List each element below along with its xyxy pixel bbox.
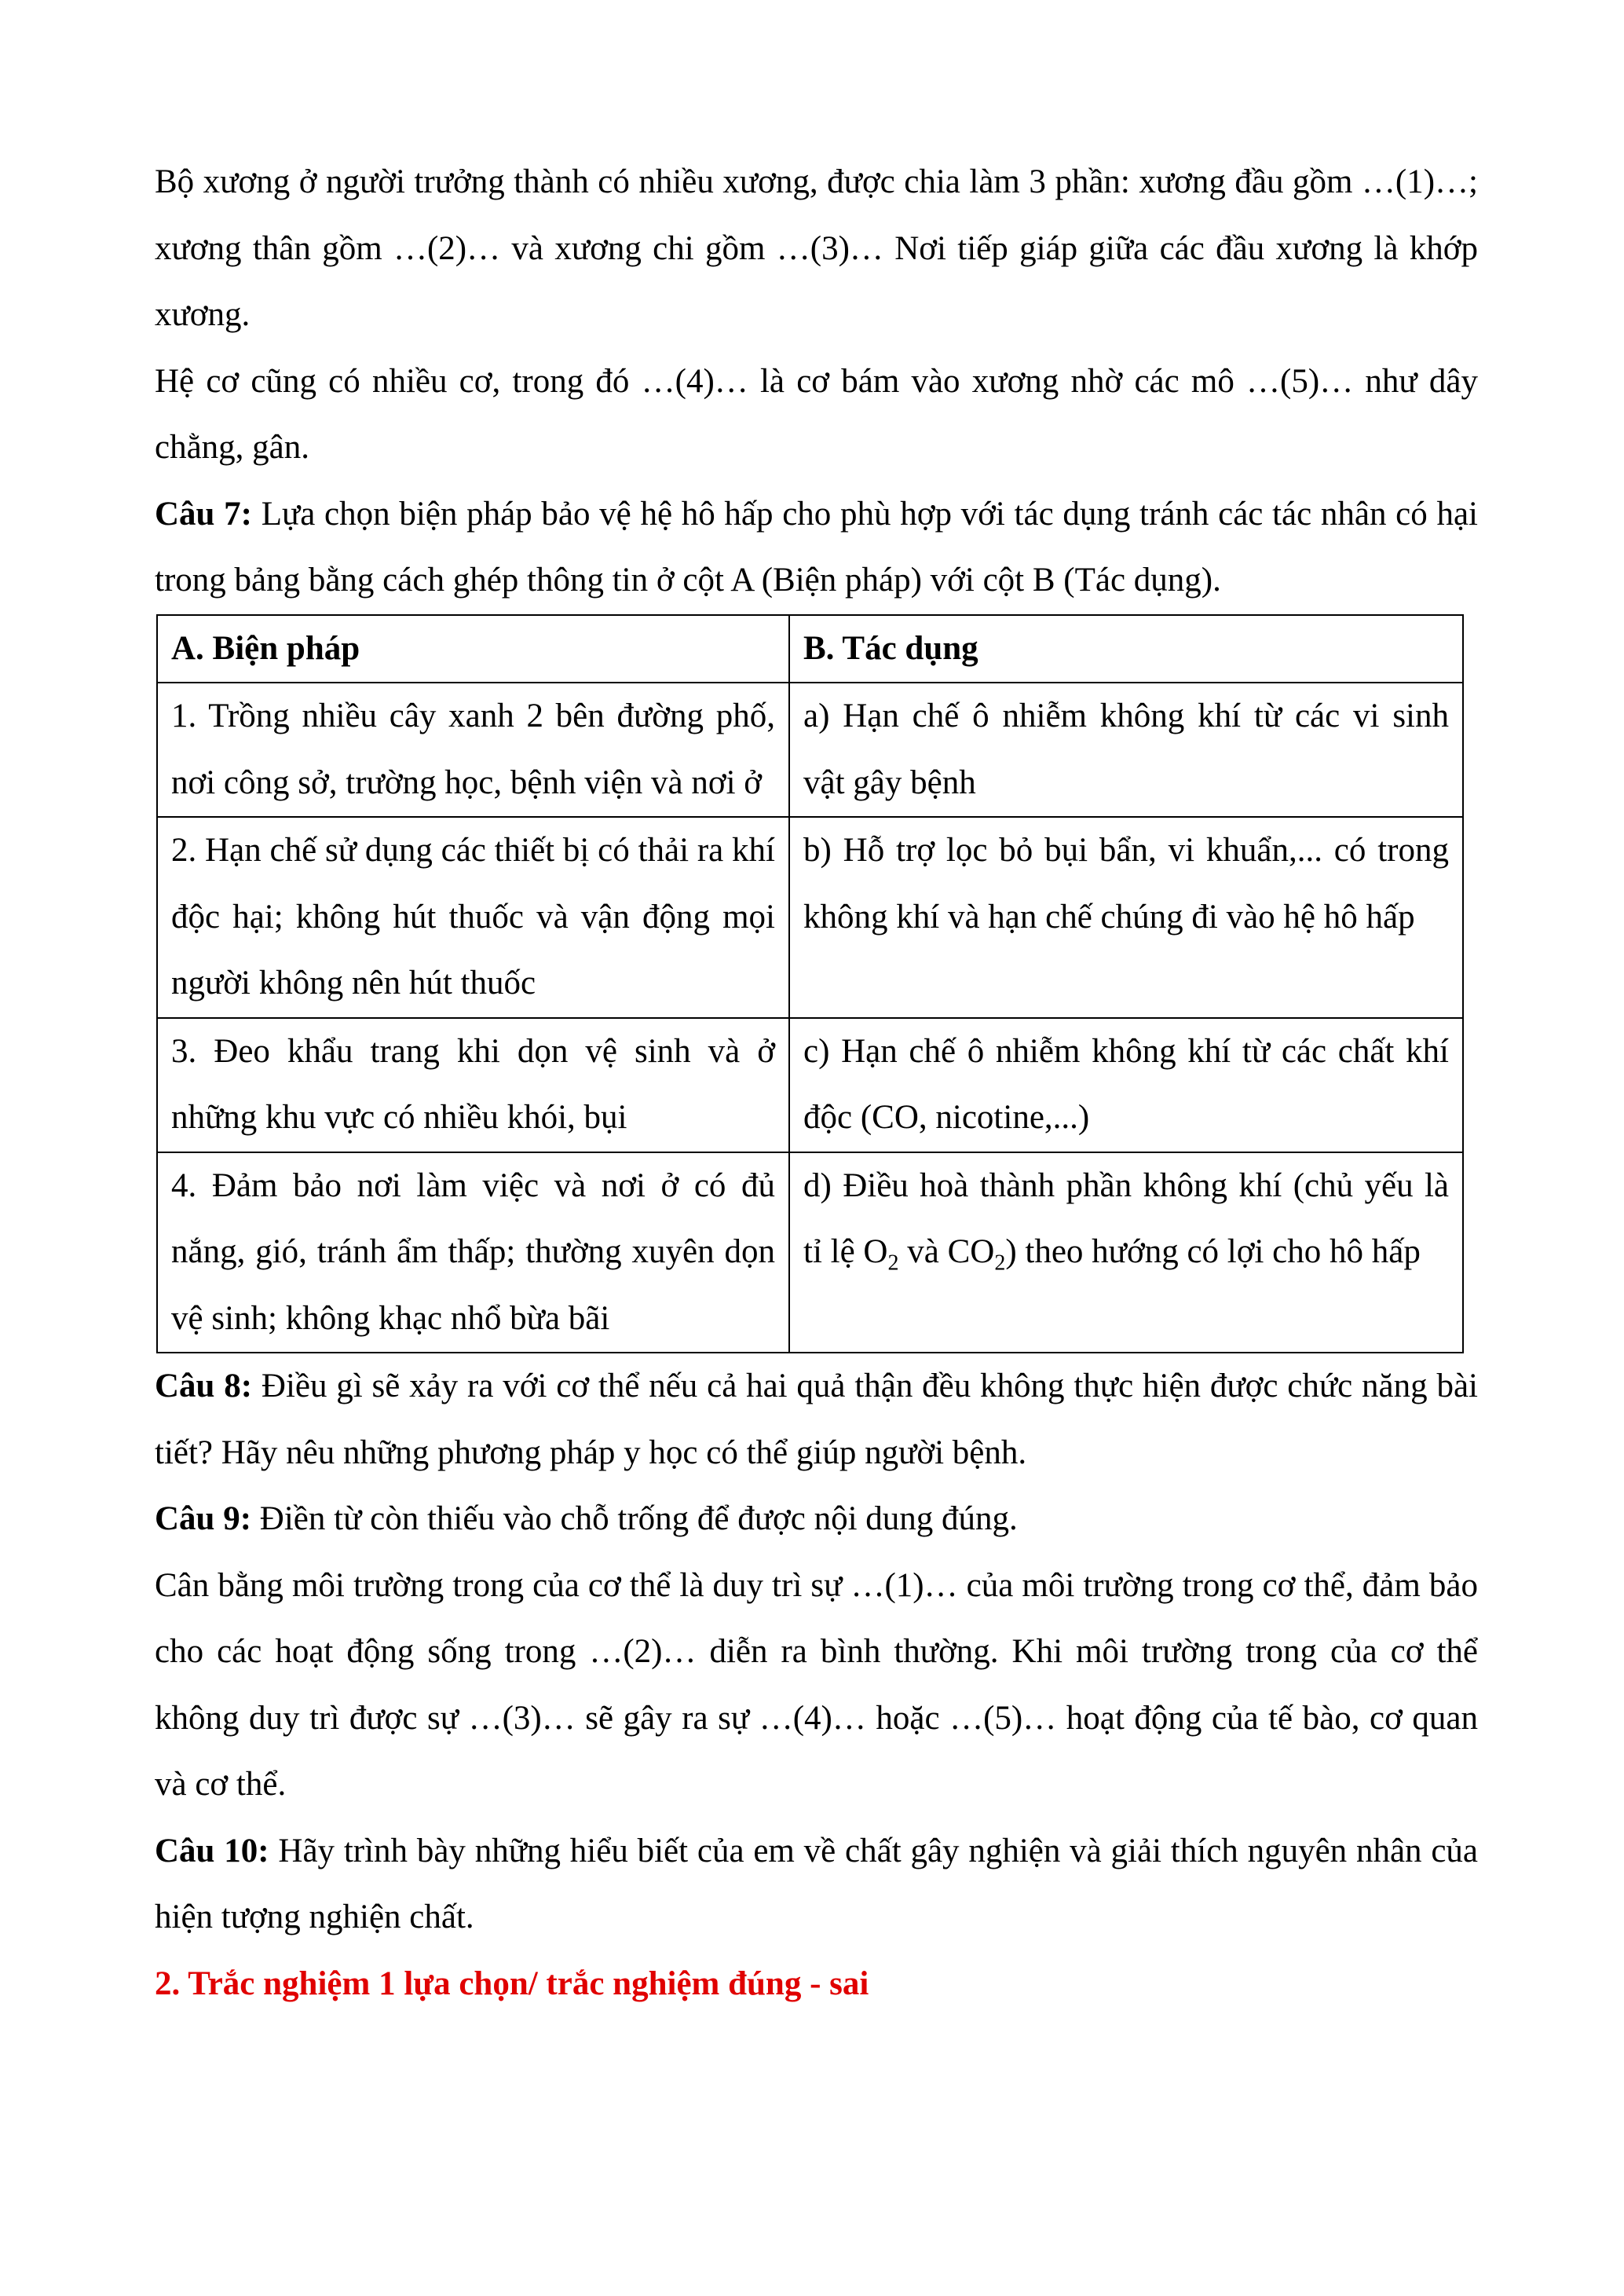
question-7-label: Câu 7: [155,495,252,533]
question-7-text: Lựa chọn biện pháp bảo vệ hệ hô hấp cho phù hợp với tác dụng tránh các tác nhân có hại trong bảng bằng cách ghép thông tin ở cột A (Biện pháp) với cột B (Tác dụng). [155,495,1478,599]
question-10-label: Câu 10: [155,1832,269,1869]
question-9-text: Điền từ còn thiếu vào chỗ trống để được nội dung đúng. [251,1500,1018,1537]
header-col-a: A. Biện pháp [157,615,789,683]
cell-measure-2: 2. Hạn chế sử dụng các thiết bị có thải ra khí độc hại; không hút thuốc và vận động mọi người không nên hút thuốc [157,817,789,1018]
paragraph-skeleton: Bộ xương ở người trưởng thành có nhiều xương, được chia làm 3 phần: xương đầu gồm …(1)…; xương thân gồm …(2)… và xương chi gồm …(3)… Nơi tiếp giáp giữa các đầu xương là khớp xương. [155,163,1478,333]
cell-measure-3: 3. Đeo khẩu trang khi dọn vệ sinh và ở những khu vực có nhiều khói, bụi [157,1018,789,1152]
question-8-label: Câu 8: [155,1368,253,1404]
paragraph-balance: Cân bằng môi trường trong của cơ thể là duy trì sự …(1)… của môi trường trong cơ thể, đảm bảo cho các hoạt động sống trong …(2)… diễn ra bình thường. Khi môi trường trong của cơ thể không duy trì được sự …(3)… sẽ gây ra sự …(4)… hoặc …(5)… hoạt động của tế bào, cơ quan và cơ thể. [155,1566,1478,1803]
document-page [155,149,1478,2017]
cell-measure-4: 4. Đảm bảo nơi làm việc và nơi ở có đủ nắng, gió, tránh ẩm thấp; thường xuyên dọn vệ sinh; không khạc nhổ bừa bãi [157,1152,789,1353]
matching-table [156,614,1464,1354]
cell-measure-1: 1. Trồng nhiều cây xanh 2 bên đường phố, nơi công sở, trường học, bệnh viện và nơi ở [157,683,789,817]
question-10 [155,1818,1478,1951]
table-row [157,1018,1463,1152]
question-10-text: Hãy trình bày những hiểu biết của em về chất gây nghiện và giải thích nguyên nhân của hiện tượng nghiện chất. [155,1832,1478,1935]
table-row [157,683,1463,817]
question-8 [155,1353,1478,1486]
cell-effect-b: b) Hỗ trợ lọc bỏ bụi bẩn, vi khuẩn,... có trong không khí và hạn chế chúng đi vào hệ hô hấp [789,817,1463,1018]
question-9-label: Câu 9: [155,1500,252,1537]
question-7 [155,482,1478,614]
table-row [157,817,1463,1018]
table-row [157,1152,1463,1353]
header-col-b: B. Tác dụng [789,615,1463,683]
question-8-text: Điều gì sẽ xảy ra với cơ thể nếu cả hai quả thận đều không thực hiện được chức năng bài tiết? Hãy nêu những phương pháp y học có thể giúp người bệnh. [155,1368,1478,1471]
cell-effect-c: c) Hạn chế ô nhiễm không khí từ các chất khí độc (CO, nicotine,...) [789,1018,1463,1152]
section-heading: 2. Trắc nghiệm 1 lựa chọn/ trắc nghiệm đúng - sai [155,1965,869,2002]
paragraph-muscle: Hệ cơ cũng có nhiều cơ, trong đó …(4)… là cơ bám vào xương nhờ các mô …(5)… như dây chằng, gân. [155,362,1478,466]
table-header-row [157,615,1463,683]
question-9 [155,1486,1478,1553]
cell-effect-d: d) Điều hoà thành phần không khí (chủ yếu là tỉ lệ $O_2$ và $CO_2$) theo hướng có lợi cho hô hấp [789,1152,1463,1353]
cell-effect-a: a) Hạn chế ô nhiễm không khí từ các vi sinh vật gây bệnh [789,683,1463,817]
